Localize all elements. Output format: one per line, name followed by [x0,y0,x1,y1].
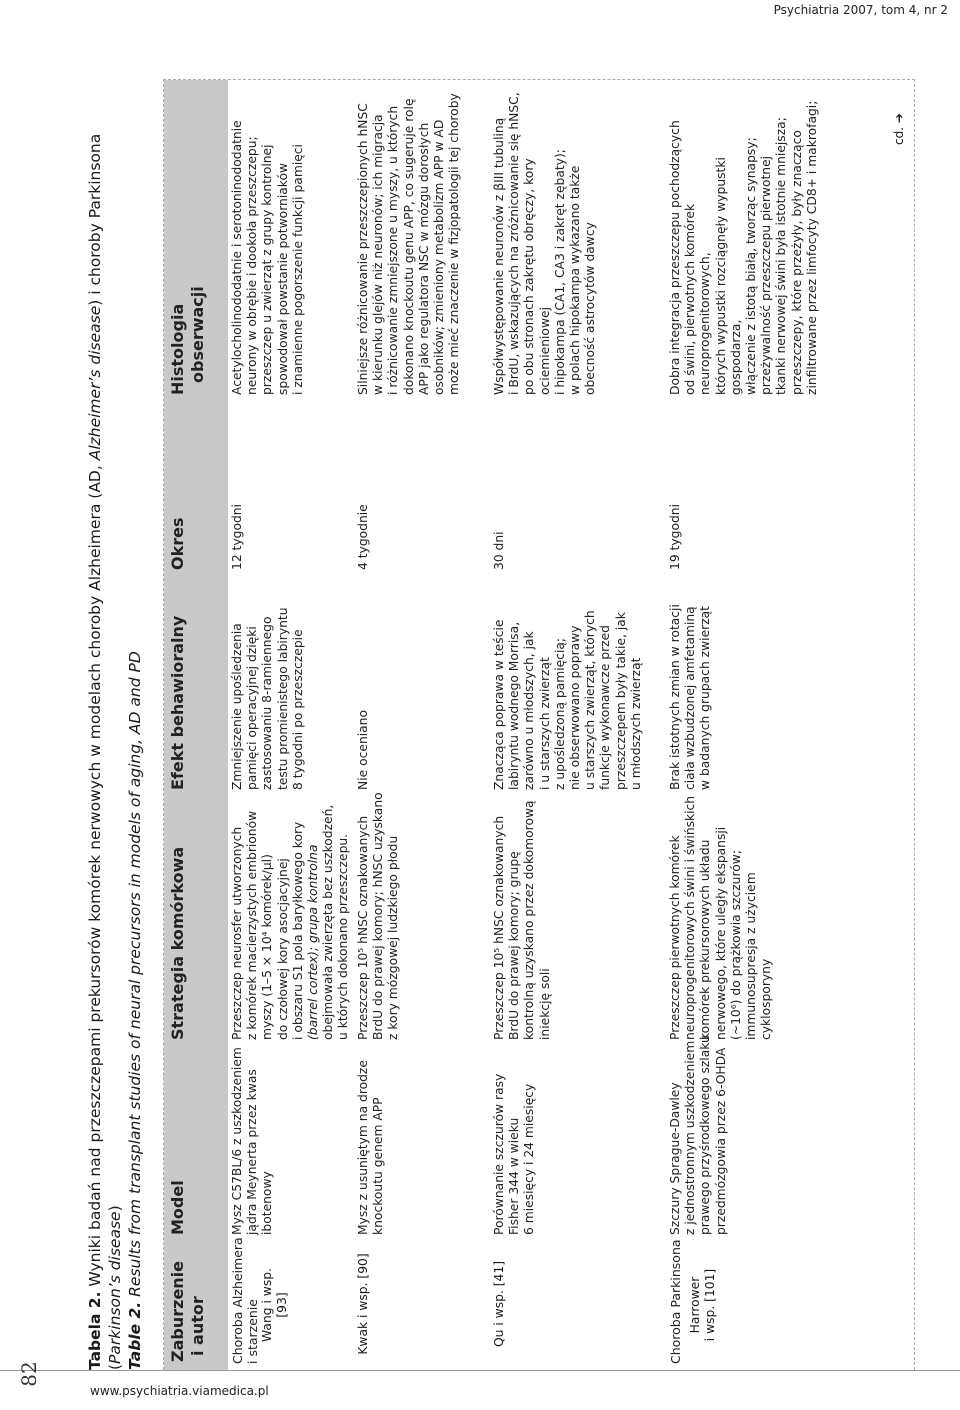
row4-strategy: Przeszczep pierwotnych komórek neuroprogenitorowych świni i świńskich komórek prekursorowych układu nerwowego, które uległy ekspansji (~10⁶) do prążkowia szczurów; immunosupresja z użyciem cyklosporyny [668,795,774,1040]
journal-header: Psychiatria 2007, tom 4, nr 2 [773,3,948,17]
row2-histology: Silniejsze różnicowanie przeszczepionych hNSC w kierunku glejów niż neuronów; ich migracja i różnicowanie zmniejszone u myszy, u których dokonano knockoutu genu APP, co sugeruje rolę APP jako regulatora NSC w mózgu dorosłych osobników; zmieniony metabolizm APP w AD może mieć znaczenie w fizjopatologii tej choroby [356,93,462,395]
row1-period: 12 tygodni [230,504,244,570]
data-table [163,79,915,1370]
row1-histology: Acetylocholinododatnie i serotoninododatnie neurony w obrębie i dookoła przeszczepu; przeszczep u zwierząt z grupy kontrolnej spowodował powstanie potworniaków i znamienne pogorszenie funkcji pamięci [230,120,305,395]
header-strategy: Strategia komórkowa [168,846,187,1040]
row1-strategy: Przeszczep neurosfer utworzonych z komórek macierzystych embrionów myszy (1–5 × 10⁴ komórek/μl) do czołowej kory asocjacyjnej i obszaru S1 pola baryłkowego kory (barrel cortex); grupa kontrolna obejmowała zwierzęta bez uszkodzeń, u których dokonano przeszczepu. [230,804,351,1040]
row4-period: 19 tygodni [668,504,682,570]
row2-author: Kwak i wsp. [90] [356,1253,370,1355]
header-histology: Histologia obserwacji [168,286,207,395]
table-caption [85,100,145,1370]
row1-model: Mysz C57BL/6 z uszkodzeniem jądra Meynerta przez kwas ibotenowy [230,1047,275,1235]
row4-histology: Dobra integracja przeszczepu pochodzących od świni, pierwotnych komórek neuroprogenitorowych, których wypustki rozciągnęły wypustki gospodarza, włączenie z istotą białą, tworząc synapsy; przeżywalność przeszczepu pierwotnej tkanki nerwowej świni była istotnie mniejsza; przeszczepy, które przeżyły, były znacząco zinfiltrowane przez limfocyty CD8+ i makrofagi; [668,100,819,395]
row1-author: Wang i wsp. [93] [260,1268,290,1342]
header-effect: Efekt behawioralny [168,615,187,790]
row4-model: Szczury Sprague-Dawley z jednostronnym uszkodzeniem prawego przyśrodkowego szlaku przedmózgowia przez 6-OHDA [668,1035,728,1235]
row3-strategy: Przeszczep 10⁵ hNSC oznakowanych BrdU do prawej komory; grupę kontrolną uzyskano przez dokomorową iniekcję soli [492,800,552,1040]
header-period: Okres [168,517,187,570]
page-divider [0,1370,960,1371]
caption-english: Table 2. Results from transplant studies of neural precursors in models of aging, AD and PD [126,651,144,1370]
header-model: Model [168,1180,187,1235]
section-alzheimer: Choroba Alzheimera i starzenie [230,1237,260,1364]
row4-effect: Brak istotnych zmian w rotacji ciała wzbudzonej amfetaminą w badanych grupach zwierząt [668,604,713,790]
row3-histology: Współwystępowanie neuronów z βIII tubuliną i BrdU, wskazujących na zróżnicowanie się hNSC, po obu stronach zakrętu obręczy, kory ociemieniowej i hipokampa (CA1, CA3 i zakręt zębaty); w polach hipokampa wykazano także obecność astrocytów dawcy [492,92,598,395]
page-number: 82 [17,1361,41,1387]
caption-polish: Tabela 2. Wyniki badań nad przeszczepami prekursorów komórek nerwowych w modelach choroby Alzheimera (AD, Alzheimer’s disease) i choroby Parkinsona (Parkinson’s disease) [86,133,124,1370]
website-url: www.psychiatria.viamedica.pl [90,1384,269,1398]
row4-author: Harrower i wsp. [101] [688,1268,718,1342]
row3-effect: Znacząca poprawa w teście labiryntu wodnego Morrisa, zarówno u młodszych, jak i u starszych zwierząt z upośledzoną pamięcią; nie obserwowano poprawy u starszych zwierząt, których funkcje wykonawcze przed przeszczepem były takie, jak u młodszych zwierząt [492,610,643,790]
caption-label-en: Table 2. [126,1301,144,1370]
row3-period: 30 dni [492,531,506,570]
rotated-page [85,90,915,1370]
row3-model: Porównanie szczurów rasy Fisher 344 w wieku 6 miesięcy i 24 miesięcy [492,1073,537,1235]
header-disorder: Zaburzenie i autor [168,1260,207,1362]
section-parkinson: Choroba Parkinsona [668,1239,683,1364]
caption-label-pl: Tabela 2. [86,1291,104,1370]
row3-author: Qu i wsp. [41] [492,1260,506,1348]
row2-period: 4 tygodnie [356,504,370,570]
row1-effect: Zmniejszenie upośledzenia pamięci operacyjnej dzięki zastosowaniu 8-ramiennego testu promienistego labiryntu 8 tygodni po przeszczepie [230,607,305,790]
row2-strategy: Przeszczep 10⁵ hNSC oznakowanych BrdU do prawej komory; hNSC uzyskano z kory mózgowej ludzkiego płodu [356,792,401,1040]
row2-effect: Nie oceniano [356,709,370,790]
continued-marker: cd. ➔ [892,113,906,145]
row2-model: Mysz z usuniętym na drodze knockoutu genem APP [356,1060,386,1235]
table-header [164,80,228,1370]
